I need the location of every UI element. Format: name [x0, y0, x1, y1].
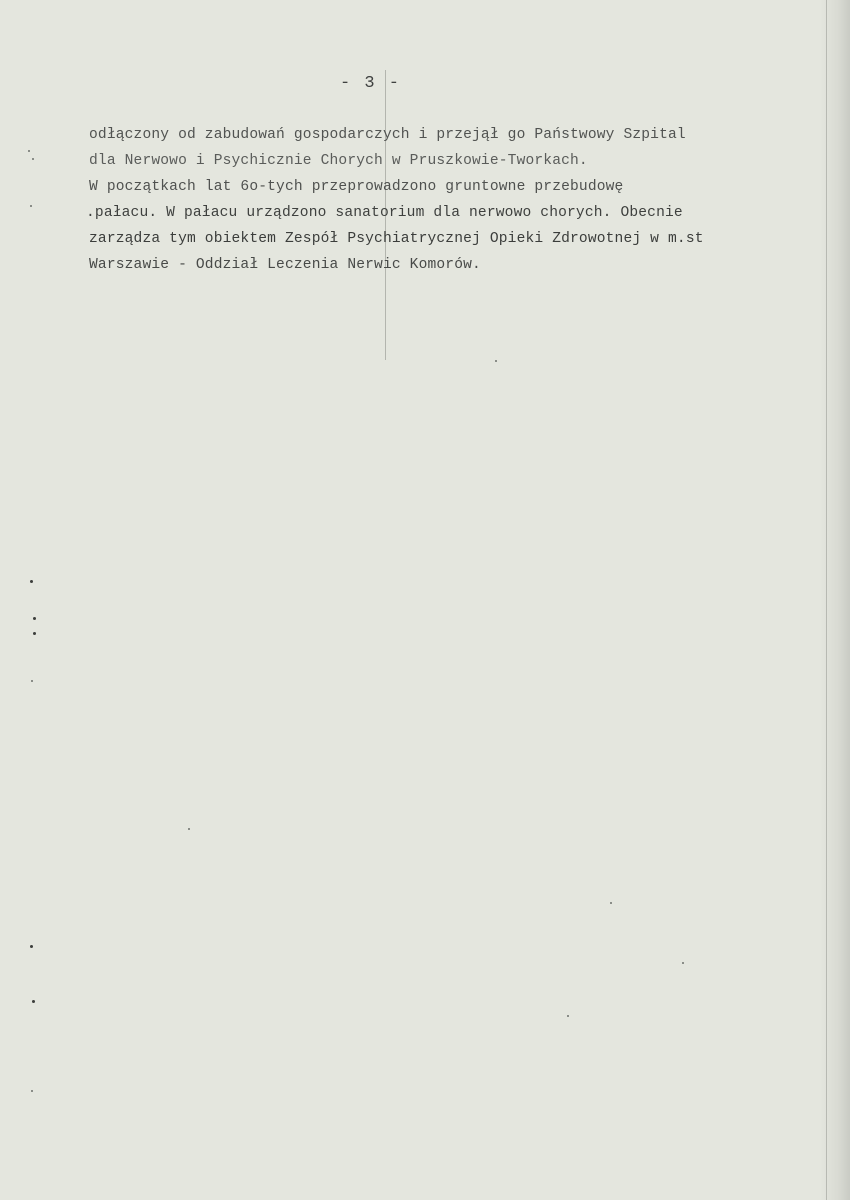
page-number: - 3 - — [340, 74, 402, 93]
text-line: odłączony od zabudowań gospodarczych i przejął go Państwowy Szpital — [89, 127, 686, 143]
scan-speck — [30, 205, 32, 207]
scan-speck — [33, 617, 36, 620]
scan-speck — [28, 150, 30, 152]
scan-speck — [31, 1090, 33, 1092]
body-text — [86, 122, 824, 278]
scan-speck — [32, 158, 34, 160]
scan-speck — [610, 902, 612, 904]
scan-speck — [682, 962, 684, 964]
scan-speck — [30, 580, 33, 583]
scan-speck — [495, 360, 497, 362]
scan-speck — [30, 945, 33, 948]
text-line: .pałacu. W pałacu urządzono sanatorium dla nerwowo chorych. Obecnie — [86, 205, 683, 221]
text-line: W początkach lat 6o-tych przeprowadzono gruntowne przebudowę — [89, 179, 624, 195]
text-line: dla Nerwowo i Psychicznie Chorych w Pruszkowie-Tworkach. — [89, 153, 588, 169]
page-edge-line — [826, 0, 827, 1200]
scan-speck — [33, 632, 36, 635]
scan-speck — [567, 1015, 569, 1017]
text-line: zarządza tym obiektem Zespół Psychiatrycznej Opieki Zdrowotnej w m.st — [89, 231, 704, 247]
text-line: Warszawie - Oddział Leczenia Nerwic Komorów. — [89, 257, 481, 273]
scan-speck — [188, 828, 190, 830]
scan-speck — [32, 1000, 35, 1003]
page-edge-shadow — [820, 0, 850, 1200]
scan-speck — [31, 680, 33, 682]
